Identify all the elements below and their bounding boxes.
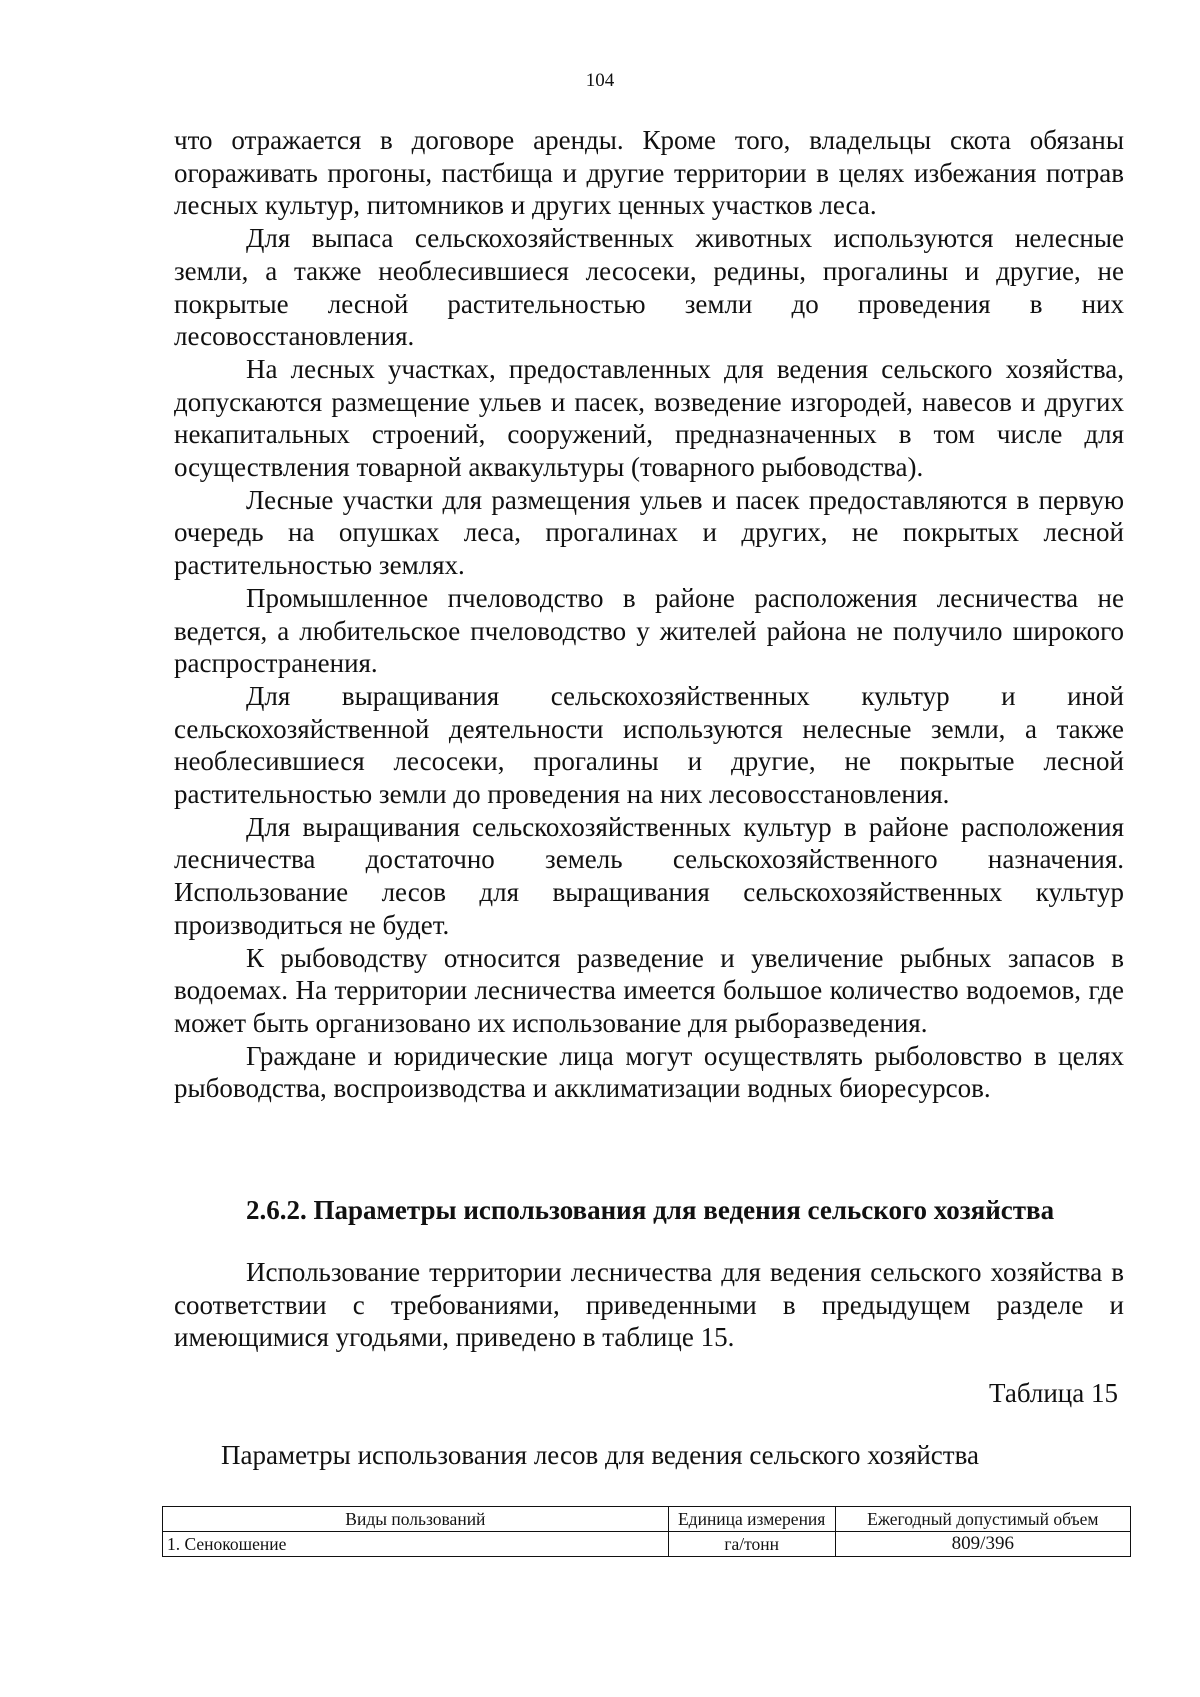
paragraph: На лесных участках, предоставленных для ведения сельского хозяйства, допускаются размещение ульев и пасек, возведение изгородей, навесов и других некапитальных строений, сооружений, предназначенных в том числе для осуществления товарной аквакультуры (товарного рыбоводства). <box>174 353 1124 483</box>
table-caption: Параметры использования лесов для ведения сельского хозяйства <box>221 1440 979 1470</box>
section-intro <box>174 1256 1124 1354</box>
usage-parameters-table <box>162 1506 1131 1557</box>
cell-unit: га/тонн <box>668 1532 835 1557</box>
body-text <box>174 124 1124 1105</box>
cell-usage-type: 1. Сенокошение <box>163 1532 669 1557</box>
paragraph: К рыбоводству относится разведение и увеличение рыбных запасов в водоемах. На территории лесничества имеется большое количество водоемов, где может быть организовано их использование для рыборазведения. <box>174 942 1124 1038</box>
header-usage-type: Виды пользований <box>163 1507 669 1532</box>
header-annual-volume: Ежегодный допустимый объем <box>835 1507 1130 1532</box>
paragraph: Для выпаса сельскохозяйственных животных используются нелесные земли, а также необлесившиеся лесосеки, редины, прогалины и другие, не покрытые лесной растительностью земли до проведения в них лесовосстановления. <box>174 223 1124 352</box>
paragraph: Для выращивания сельскохозяйственных культур в районе расположения лесничества достаточно земель сельскохозяйственного назначения. Использование лесов для выращивания сельскохозяйственных культур производиться не будет. <box>174 811 1124 940</box>
section-heading: 2.6.2. Параметры использования для ведения сельского хозяйства <box>246 1195 1055 1225</box>
table-header-row <box>163 1507 1131 1532</box>
header-unit: Единица измерения <box>668 1507 835 1532</box>
paragraph: Граждане и юридические лица могут осуществлять рыболовство в целях рыбоводства, воспроизводства и акклиматизации водных биоресурсов. <box>174 1040 1124 1104</box>
table-row <box>163 1532 1131 1557</box>
paragraph: что отражается в договоре аренды. Кроме того, владельцы скота обязаны огораживать прогоны, пастбища и другие территории в целях избежания потрав лесных культур, питомников и других ценных участков леса. <box>174 125 1124 221</box>
section-intro-paragraph: Использование территории лесничества для ведения сельского хозяйства в соответствии с требованиями, приведенными в предыдущем разделе и имеющимися угодьями, приведено в таблице 15. <box>174 1257 1124 1353</box>
page-number: 104 <box>585 70 615 91</box>
table-number: Таблица 15 <box>989 1378 1118 1408</box>
paragraph: Лесные участки для размещения ульев и пасек предоставляются в первую очередь на опушках леса, прогалинах и других, не покрытых лесной растительностью землях. <box>174 484 1124 581</box>
cell-annual-volume: 809/396 <box>835 1532 1130 1557</box>
paragraph: Для выращивания сельскохозяйственных культур и иной сельскохозяйственной деятельности используются нелесные земли, а также необлесившиеся лесосеки, прогалины и другие, не покрытые лесной растительностью земли до проведения на них лесовосстановления. <box>174 680 1124 810</box>
paragraph: Промышленное пчеловодство в районе расположения лесничества не ведется, а любительское пчеловодство у жителей района не получило широкого распространения. <box>174 582 1124 679</box>
